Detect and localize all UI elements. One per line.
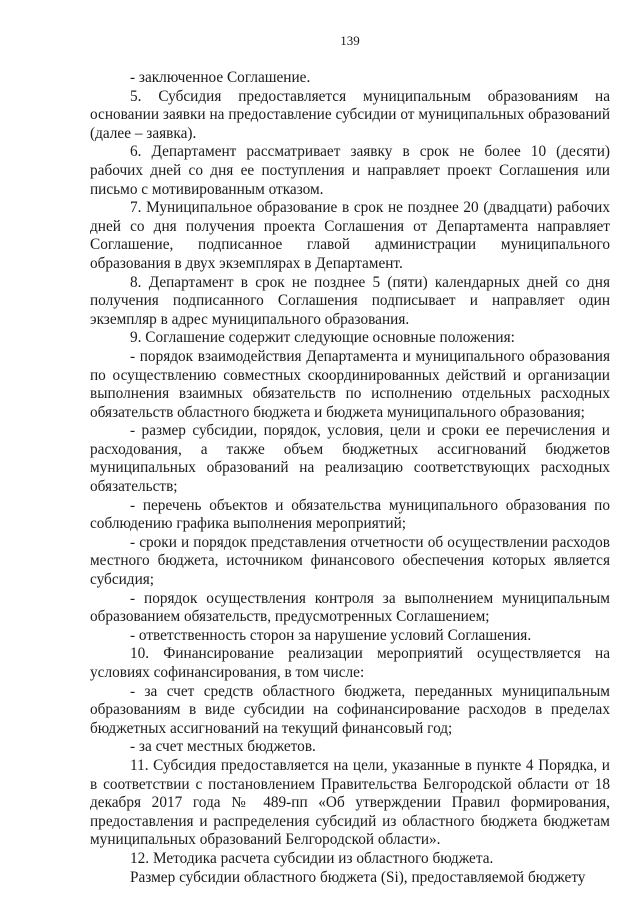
paragraph: - за счет средств областного бюджета, переданных муниципальным образованиям в виде субсидии на софинансирование расходов в пределах бюджетных ассигнований на текущий финансовый год; (90, 682, 610, 737)
paragraph: 6. Департамент рассматривает заявку в срок не более 10 (десяти) рабочих дней со дня ее поступления и направляет проект Соглашения или письмо с мотивированным отказом. (90, 143, 610, 198)
paragraph: - за счет местных бюджетов. (130, 738, 316, 756)
paragraph: 10. Финансирование реализации мероприятий осуществляется на условиях софинансирования, в том числе: (90, 645, 610, 681)
paragraph: 11. Субсидия предоставляется на цели, указанные в пункте 4 Порядка, и в соответствии с постановлением Правительства Белгородской области от 18 декабря 2017 года № 489-пп «Об утверждении Правил формирования, предоставления и распределения субсидий из областного бюджета бюджетам муниципальных образований Белгородской области». (90, 756, 610, 849)
paragraph: - порядок осуществления контроля за выполнением муниципальным образованием обязательств, предусмотренных Соглашением; (90, 589, 610, 626)
page-number: 139 (340, 33, 360, 48)
paragraph: 8. Департамент в срок не позднее 5 (пяти) календарных дней со дня получения подписанного Соглашения подписывает и направляет один экземпляр в адрес муниципального образования. (90, 273, 610, 328)
paragraph: - размер субсидии, порядок, условия, цели и сроки ее перечисления и расходования, а также объем бюджетных ассигнований бюджетов муниципальных образований на реализацию соответствующих расходных обязательств; (90, 422, 610, 496)
paragraph: 9. Соглашение содержит следующие основные положения: (130, 329, 515, 347)
paragraph: 5. Субсидия предоставляется муниципальным образованиям на основании заявки на предоставление субсидии от муниципальных образований (далее – заявка). (90, 87, 610, 142)
paragraph: - сроки и порядок представления отчетности об осуществлении расходов местного бюджета, источником финансового обеспечения которых является субсидия; (90, 533, 610, 589)
paragraph: 12. Методика расчета субсидии из областного бюджета. (130, 849, 494, 867)
paragraph: - порядок взаимодействия Департамента и муниципального образования по осуществлению совместных скоординированных действий и организации выполнения взаимных обязательств по исполнению отдельных расходных обязательств областного бюджета и бюджета муниципального образования; (90, 347, 610, 421)
paragraph: - ответственность сторон за нарушение условий Соглашения. (130, 626, 532, 644)
paragraph: 7. Муниципальное образование в срок не позднее 20 (двадцати) рабочих дней со дня получения проекта Соглашения от Департамента направляет Соглашение, подписанное главой администрации муниципального образования в двух экземплярах в Департамент. (90, 199, 610, 272)
paragraph: - перечень объектов и обязательства муниципального образования по соблюдению графика выполнения мероприятий; (90, 496, 610, 533)
paragraph: - заключенное Соглашение. (130, 69, 311, 86)
paragraph: Размер субсидии областного бюджета (Si), предоставляемой бюджету (130, 868, 586, 886)
